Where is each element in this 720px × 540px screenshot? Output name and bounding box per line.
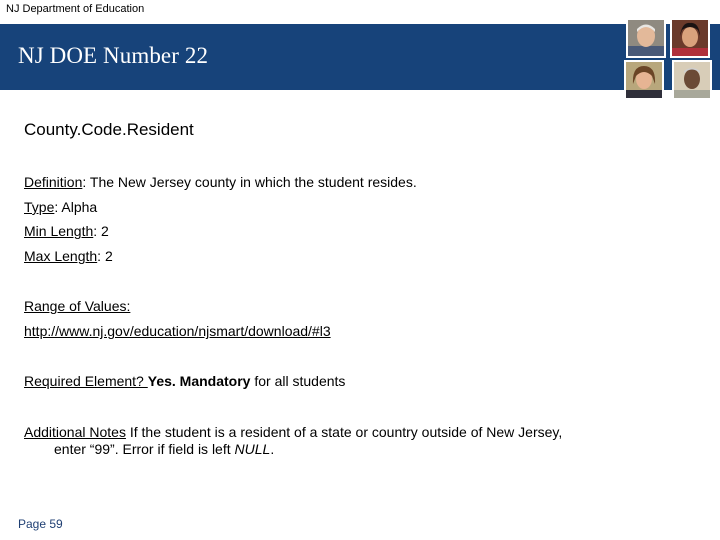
min-length-line <box>24 223 109 239</box>
notes-line2 <box>24 441 664 458</box>
min-length-value: : 2 <box>93 223 109 239</box>
definition-label: Definition <box>24 174 83 190</box>
notes-line2-text: enter “99”. Error if field is left <box>54 441 235 457</box>
required-label: Required Element? <box>24 373 148 389</box>
notes-end: . <box>270 441 275 457</box>
page-title: NJ DOE Number 22 <box>18 43 209 68</box>
type-line <box>24 199 97 215</box>
organization-label: NJ Department of Education <box>6 3 145 15</box>
range-link-line <box>24 323 331 339</box>
notes-line1: If the student is a resident of a state or country outside of New Jersey, <box>125 424 563 440</box>
notes-null: NULL <box>234 441 271 457</box>
man-portrait <box>626 18 666 58</box>
page-number: Page 59 <box>18 517 63 531</box>
required-yes: Yes. <box>147 373 180 389</box>
required-rest: for all students <box>250 373 346 389</box>
notes-label: Additional Notes <box>24 424 126 440</box>
field-name-heading: County.Code.Resident <box>24 120 194 139</box>
max-length-value: : 2 <box>97 248 113 264</box>
range-label-line <box>24 298 130 314</box>
photo-collage <box>624 18 716 100</box>
header-banner <box>0 24 720 90</box>
min-length-label: Min Length <box>24 223 94 239</box>
additional-notes <box>24 424 664 458</box>
type-value: : Alpha <box>54 199 98 215</box>
range-label: Range of Values: <box>24 298 131 314</box>
max-length-label: Max Length <box>24 248 98 264</box>
max-length-line <box>24 248 113 264</box>
definition-line <box>24 174 417 190</box>
type-label: Type <box>24 199 55 215</box>
required-line <box>24 373 345 389</box>
range-of-values-link[interactable]: http://www.nj.gov/education/njsmart/download/#l3 <box>24 323 331 339</box>
required-mandatory: Mandatory <box>179 373 251 389</box>
definition-value: : The New Jersey county in which the student resides. <box>82 174 417 190</box>
woman-portrait <box>624 60 664 100</box>
woman-portrait <box>670 18 710 58</box>
man-portrait <box>672 60 712 100</box>
